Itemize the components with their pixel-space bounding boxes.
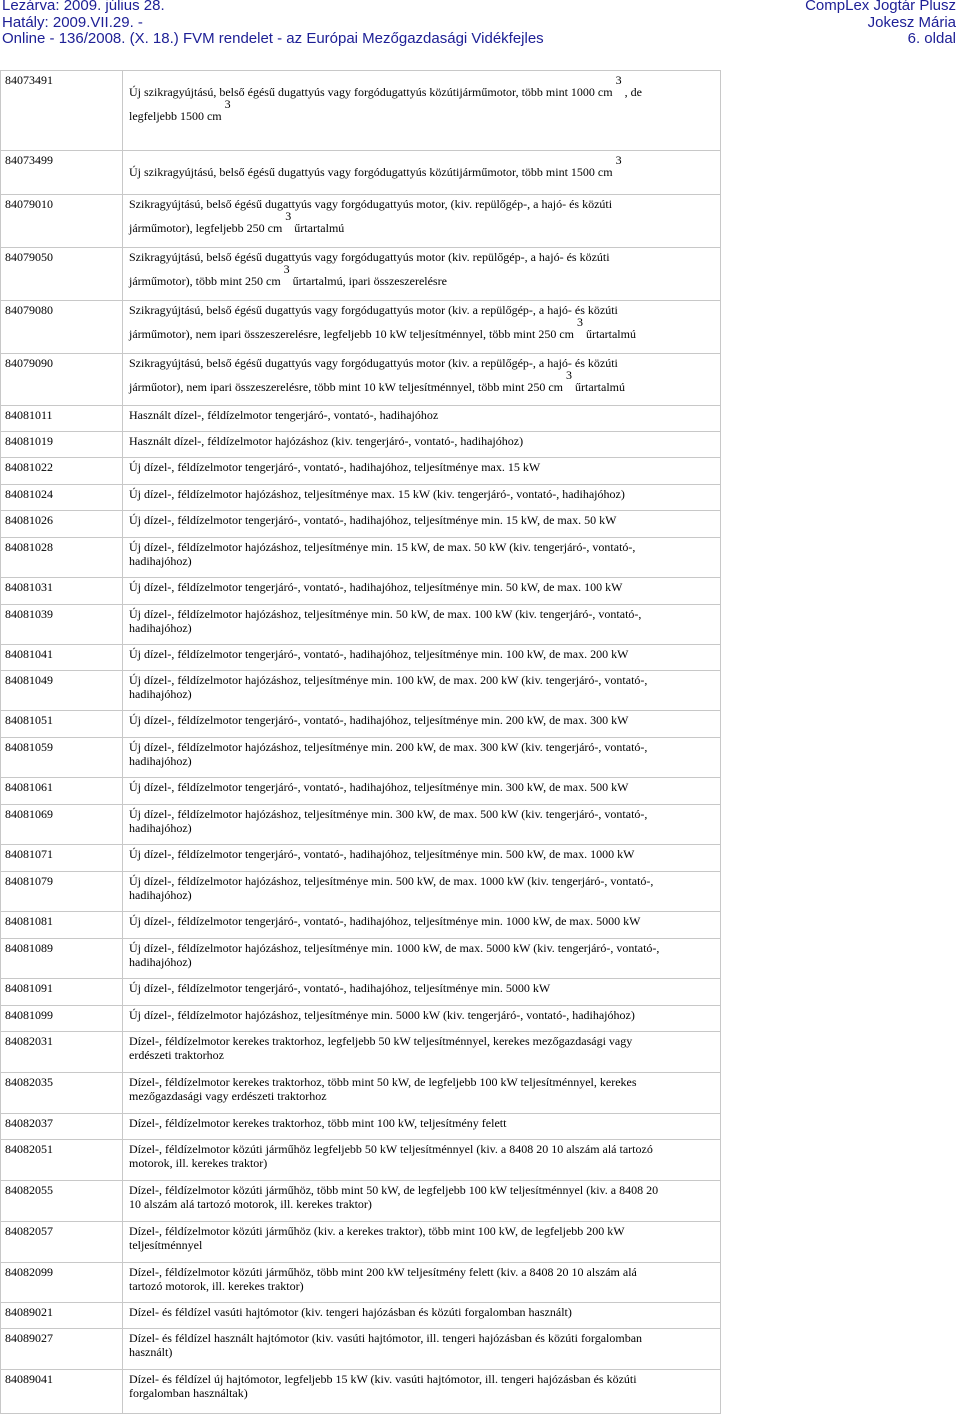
- line: [129, 197, 717, 211]
- description-text: Szikragyújtású, belső égésű dugattyús vagy forgódugattyús motor (kiv. a repülőgép-, a hajó- és közúti: [129, 356, 618, 370]
- table-row: [1, 354, 721, 406]
- description-block: [129, 513, 717, 527]
- description-cell: [123, 432, 721, 458]
- line: [129, 847, 717, 861]
- table-row: [1, 71, 721, 151]
- table-row: [1, 485, 721, 511]
- superscript: 3: [615, 73, 622, 87]
- description-block: [129, 1372, 717, 1400]
- table-row: [1, 1181, 721, 1222]
- description-text: Dízel-, féldízelmotor kerekes traktorhoz, több mint 100 kW, teljesítmény felett: [129, 1116, 507, 1130]
- code-cell: 84079050: [1, 248, 123, 301]
- table-row: [1, 939, 721, 979]
- description-text: Új dízel-, féldízelmotor hajózáshoz, teljesítménye min. 1000 kW, de max. 5000 kW (kiv. tengerjáró-, vontató-,: [129, 941, 660, 955]
- line: [129, 607, 717, 621]
- line: [129, 1224, 717, 1238]
- line: [129, 1305, 717, 1319]
- description-cell: [123, 939, 721, 979]
- superscript: 3: [283, 262, 290, 276]
- line: [129, 1156, 717, 1170]
- description-text: Dízel- és féldízel vasúti hajtómotor (kiv. tengeri hajózásban és közúti forgalomban használt): [129, 1305, 572, 1319]
- description-block: [129, 356, 717, 394]
- table-row: [1, 1329, 721, 1370]
- line: [129, 780, 717, 794]
- superscript: 3: [576, 315, 583, 329]
- description-cell: [123, 354, 721, 406]
- code-cell: 84089027: [1, 1329, 123, 1370]
- line: [129, 1089, 717, 1103]
- description-text: Használt dízel-, féldízelmotor hajózáshoz (kiv. tengerjáró-, vontató-, hadihajóhoz): [129, 434, 524, 448]
- line: [129, 888, 717, 902]
- code-cell: 84081039: [1, 605, 123, 645]
- code-cell: 84079010: [1, 195, 123, 248]
- description-text: teljesítménnyel: [129, 1238, 203, 1252]
- code-cell: 84073491: [1, 71, 123, 151]
- effective-date: Hatály: 2009.VII.29. -: [2, 13, 143, 31]
- line: [129, 303, 717, 317]
- table-row: [1, 195, 721, 248]
- description-block: [129, 434, 717, 448]
- description-text: Szikragyújtású, belső égésű dugattyús vagy forgódugattyús motor, (kiv. repülőgép-, a hajó- és közúti: [129, 197, 613, 211]
- description-block: [129, 780, 717, 794]
- description-cell: [123, 805, 721, 845]
- description-text: űrtartalmú: [575, 380, 625, 394]
- description-text: hadihajóhoz): [129, 955, 192, 969]
- code-cell: 84081051: [1, 711, 123, 738]
- description-text: Új dízel-, féldízelmotor hajózáshoz, teljesítménye min. 500 kW, de max. 1000 kW (kiv. tengerjáró-, vontató-,: [129, 874, 654, 888]
- line: [129, 1075, 717, 1089]
- description-text: Dízel-, féldízelmotor kerekes traktorhoz, legfeljebb 50 kW teljesítménnyel, kerekes mezőgazdasági vagy: [129, 1034, 633, 1048]
- table-row: [1, 1222, 721, 1263]
- line: [129, 1265, 717, 1279]
- description-block: [129, 1075, 717, 1103]
- page-header: [0, 0, 960, 48]
- description-text: legfeljebb 1500 cm: [129, 109, 222, 123]
- table-row: [1, 458, 721, 485]
- table-row: [1, 301, 721, 354]
- line: [129, 647, 717, 661]
- line: [129, 1345, 717, 1359]
- description-text: Új dízel-, féldízelmotor tengerjáró-, vontató-, hadihajóhoz, teljesítménye min. 500 kW, de max. 1000 kW: [129, 847, 635, 861]
- description-cell: [123, 778, 721, 805]
- description-text: hadihajóhoz): [129, 888, 192, 902]
- line: [129, 211, 717, 235]
- description-block: [129, 981, 717, 995]
- code-cell: 84081011: [1, 406, 123, 432]
- table-row: [1, 406, 721, 432]
- line: [129, 460, 717, 474]
- line: [129, 97, 717, 123]
- table-row: [1, 511, 721, 538]
- table-row: [1, 1006, 721, 1032]
- superscript: 3: [224, 97, 231, 111]
- description-text: Új szikragyújtású, belső égésű dugattyús vagy forgódugattyús közútijárműmotor, több mint 1500 cm: [129, 165, 613, 179]
- description-cell: [123, 1181, 721, 1222]
- table-row: [1, 1370, 721, 1414]
- description-cell: [123, 1006, 721, 1032]
- line: [129, 955, 717, 969]
- table-row: [1, 645, 721, 671]
- description-cell: [123, 1140, 721, 1181]
- description-text: hadihajóhoz): [129, 821, 192, 835]
- description-block: [129, 1034, 717, 1062]
- table-row: [1, 432, 721, 458]
- description-block: [129, 1142, 717, 1170]
- line: [129, 434, 717, 448]
- line: [129, 370, 717, 394]
- line: [129, 941, 717, 955]
- line: [129, 408, 717, 422]
- code-cell: 84081079: [1, 872, 123, 912]
- code-table: [0, 70, 721, 1414]
- code-cell: 84081041: [1, 645, 123, 671]
- description-cell: [123, 71, 721, 151]
- description-text: Szikragyújtású, belső égésű dugattyús vagy forgódugattyús motor (kiv. repülőgép-, a hajó- és közúti: [129, 250, 610, 264]
- description-block: [129, 740, 717, 768]
- description-cell: [123, 979, 721, 1006]
- superscript: 3: [285, 209, 292, 223]
- description-text: járműmotor), nem ipari összeszerelésre, legfeljebb 10 kW teljesítménnyel, több mint 250 cm: [129, 327, 574, 341]
- description-text: Új dízel-, féldízelmotor tengerjáró-, vontató-, hadihajóhoz, teljesítménye min. 5000 kW: [129, 981, 551, 995]
- code-cell: 84081081: [1, 912, 123, 939]
- table-row: [1, 1114, 721, 1140]
- description-cell: [123, 301, 721, 354]
- description-block: [129, 487, 717, 501]
- user-name: Jokesz Mária: [867, 13, 956, 31]
- code-cell: 84089021: [1, 1303, 123, 1329]
- description-text: erdészeti traktorhoz: [129, 1048, 224, 1062]
- table-row: [1, 872, 721, 912]
- header-left: [2, 0, 544, 48]
- description-text: Új szikragyújtású, belső égésű dugattyús vagy forgódugattyús közútijárműmotor, több mint 1000 cm: [129, 85, 613, 99]
- table-row: [1, 151, 721, 195]
- code-cell: 84081049: [1, 671, 123, 711]
- description-cell: [123, 1032, 721, 1073]
- line: [129, 740, 717, 754]
- line: [129, 981, 717, 995]
- description-text: mezőgazdasági vagy erdészeti traktorhoz: [129, 1089, 327, 1103]
- line: [129, 1116, 717, 1130]
- description-cell: [123, 711, 721, 738]
- description-block: [129, 250, 717, 288]
- description-text: Új dízel-, féldízelmotor hajózáshoz, teljesítménye min. 5000 kW (kiv. tengerjáró-, vontató-, hadihajóhoz): [129, 1008, 635, 1022]
- description-block: [129, 153, 717, 179]
- description-cell: [123, 578, 721, 605]
- code-cell: 84082051: [1, 1140, 123, 1181]
- line: [129, 1142, 717, 1156]
- description-text: Új dízel-, féldízelmotor tengerjáró-, vontató-, hadihajóhoz, teljesítménye min. 1000 kW, de max. 5000 kW: [129, 914, 641, 928]
- code-cell: 84081069: [1, 805, 123, 845]
- description-text: , de: [624, 85, 642, 99]
- line: [129, 250, 717, 264]
- description-cell: [123, 1370, 721, 1414]
- code-cell: 84081099: [1, 1006, 123, 1032]
- description-text: járműmotor), legfeljebb 250 cm: [129, 221, 283, 235]
- description-block: [129, 874, 717, 902]
- description-text: tartozó motorok, ill. kerekes traktor): [129, 1279, 304, 1293]
- code-cell: 84081089: [1, 939, 123, 979]
- code-cell: 84079090: [1, 354, 123, 406]
- description-cell: [123, 845, 721, 872]
- code-cell: 84081024: [1, 485, 123, 511]
- description-text: űrtartalmú: [294, 221, 345, 235]
- line: [129, 1279, 717, 1293]
- description-text: Dízel-, féldízelmotor közúti járműhöz (kiv. a kerekes traktor), több mint 100 kW, de legfeljebb 200 kW: [129, 1224, 625, 1238]
- description-block: [129, 941, 717, 969]
- table-row: [1, 979, 721, 1006]
- code-cell: 84081022: [1, 458, 123, 485]
- code-cell: 84073499: [1, 151, 123, 195]
- code-cell: 84082031: [1, 1032, 123, 1073]
- description-block: [129, 73, 717, 123]
- description-cell: [123, 738, 721, 778]
- description-cell: [123, 1222, 721, 1263]
- description-text: Új dízel-, féldízelmotor hajózáshoz, teljesítménye min. 200 kW, de max. 300 kW (kiv. tengerjáró-, vontató-,: [129, 740, 648, 754]
- page-number: 6. oldal: [907, 30, 956, 47]
- description-cell: [123, 195, 721, 248]
- description-text: Új dízel-, féldízelmotor tengerjáró-, vontató-, hadihajóhoz, teljesítménye min. 50 kW, de max. 100 kW: [129, 580, 623, 594]
- line: [129, 513, 717, 527]
- superscript: 3: [566, 368, 573, 382]
- description-cell: [123, 485, 721, 511]
- line: [129, 1008, 717, 1022]
- code-cell: 84079080: [1, 301, 123, 354]
- description-text: motorok, ill. kerekes traktor): [129, 1156, 268, 1170]
- description-text: Dízel- és féldízel új hajtómotor, legfeljebb 15 kW (kiv. vasúti hajtómotor, ill. tengeri hajózásban és közúti: [129, 1372, 637, 1386]
- description-text: hadihajóhoz): [129, 754, 192, 768]
- description-block: [129, 847, 717, 861]
- table-row: [1, 778, 721, 805]
- description-block: [129, 1008, 717, 1022]
- description-block: [129, 647, 717, 661]
- line: [129, 1048, 717, 1062]
- line: [129, 1386, 717, 1400]
- line: [129, 1238, 717, 1252]
- table-row: [1, 1303, 721, 1329]
- description-text: űrtartalmú, ipari összeszerelésre: [292, 274, 447, 288]
- line: [129, 317, 717, 341]
- description-cell: [123, 1073, 721, 1114]
- description-text: forgalomban használtak): [129, 1386, 248, 1400]
- description-cell: [123, 248, 721, 301]
- description-block: [129, 914, 717, 928]
- line: [129, 807, 717, 821]
- description-cell: [123, 912, 721, 939]
- table-row: [1, 1073, 721, 1114]
- description-cell: [123, 1303, 721, 1329]
- code-cell: 84081071: [1, 845, 123, 872]
- description-cell: [123, 406, 721, 432]
- code-cell: 84082037: [1, 1114, 123, 1140]
- code-cell: 84081059: [1, 738, 123, 778]
- code-cell: 84082099: [1, 1263, 123, 1303]
- code-cell: 84081028: [1, 538, 123, 578]
- description-cell: [123, 872, 721, 912]
- description-text: Dízel- és féldízel használt hajtómotor (kiv. vasúti hajtómotor, ill. tengeri hajózásban és közúti forgalomban: [129, 1331, 643, 1345]
- document-title: Online - 136/2008. (X. 18.) FVM rendelet - az Európai Mezőgazdasági Vidékfejles: [2, 30, 544, 47]
- description-text: Dízel-, féldízelmotor kerekes traktorhoz, több mint 50 kW, de legfeljebb 100 kW teljesítménnyel, kerekes: [129, 1075, 637, 1089]
- line: [129, 73, 717, 99]
- code-cell: 84081026: [1, 511, 123, 538]
- line: [129, 554, 717, 568]
- description-text: hadihajóhoz): [129, 621, 192, 635]
- line: [129, 1331, 717, 1345]
- line: [129, 1034, 717, 1048]
- table-row: [1, 538, 721, 578]
- description-text: Új dízel-, féldízelmotor hajózáshoz, teljesítménye max. 15 kW (kiv. tengerjáró-, vontató-, hadihajóhoz): [129, 487, 625, 501]
- description-cell: [123, 511, 721, 538]
- description-text: Új dízel-, féldízelmotor tengerjáró-, vontató-, hadihajóhoz, teljesítménye max. 15 kW: [129, 460, 541, 474]
- line: [129, 1197, 717, 1211]
- header-right: [805, 0, 956, 48]
- line: [129, 1183, 717, 1197]
- code-cell: 84081091: [1, 979, 123, 1006]
- line: [129, 874, 717, 888]
- superscript: 3: [615, 153, 622, 167]
- code-cell: 84082055: [1, 1181, 123, 1222]
- description-block: [129, 1265, 717, 1293]
- line: [129, 1372, 717, 1386]
- description-text: hadihajóhoz): [129, 554, 192, 568]
- table-row: [1, 248, 721, 301]
- description-block: [129, 607, 717, 635]
- description-text: Dízel-, féldízelmotor közúti járműhöz, több mint 50 kW, de legfeljebb 100 kW teljesítménnyel (kiv. a 8408 20: [129, 1183, 659, 1197]
- description-cell: [123, 458, 721, 485]
- description-block: [129, 1183, 717, 1211]
- description-cell: [123, 605, 721, 645]
- closed-date: Lezárva: 2009. július 28.: [2, 0, 165, 14]
- code-cell: 84082035: [1, 1073, 123, 1114]
- description-text: Új dízel-, féldízelmotor tengerjáró-, vontató-, hadihajóhoz, teljesítménye min. 15 kW, de max. 50 kW: [129, 513, 617, 527]
- description-text: Új dízel-, féldízelmotor tengerjáró-, vontató-, hadihajóhoz, teljesítménye min. 200 kW, de max. 300 kW: [129, 713, 629, 727]
- table-row: [1, 578, 721, 605]
- line: [129, 821, 717, 835]
- line: [129, 754, 717, 768]
- code-cell: 84082057: [1, 1222, 123, 1263]
- description-block: [129, 460, 717, 474]
- table-row: [1, 738, 721, 778]
- code-cell: 84081019: [1, 432, 123, 458]
- code-cell: 84081031: [1, 578, 123, 605]
- description-text: Új dízel-, féldízelmotor hajózáshoz, teljesítménye min. 50 kW, de max. 100 kW (kiv. tengerjáró-, vontató-,: [129, 607, 642, 621]
- table-row: [1, 1140, 721, 1181]
- description-cell: [123, 1263, 721, 1303]
- description-cell: [123, 538, 721, 578]
- table-row: [1, 1263, 721, 1303]
- description-text: Új dízel-, féldízelmotor tengerjáró-, vontató-, hadihajóhoz, teljesítménye min. 100 kW, de max. 200 kW: [129, 647, 629, 661]
- code-cell: 84089041: [1, 1370, 123, 1414]
- description-block: [129, 197, 717, 235]
- line: [129, 621, 717, 635]
- description-block: [129, 673, 717, 701]
- description-text: 10 alszám alá tartozó motorok, ill. kerekes traktor): [129, 1197, 372, 1211]
- description-block: [129, 540, 717, 568]
- description-cell: [123, 1114, 721, 1140]
- description-block: [129, 713, 717, 727]
- description-text: Új dízel-, féldízelmotor hajózáshoz, teljesítménye min. 300 kW, de max. 500 kW (kiv. tengerjáró-, vontató-,: [129, 807, 648, 821]
- line: [129, 673, 717, 687]
- description-text: hadihajóhoz): [129, 687, 192, 701]
- description-text: járműotor), nem ipari összeszerelésre, több mint 10 kW teljesítménnyel, több mint 250 cm: [129, 380, 564, 394]
- table-row: [1, 711, 721, 738]
- line: [129, 264, 717, 288]
- description-block: [129, 580, 717, 594]
- product-name: CompLex Jogtár Plusz: [805, 0, 956, 14]
- table-row: [1, 671, 721, 711]
- description-text: Dízel-, féldízelmotor közúti járműhöz legfeljebb 50 kW teljesítménnyel (kiv. a 8408 20 10 alszám alá tartozó: [129, 1142, 653, 1156]
- description-text: Új dízel-, féldízelmotor hajózáshoz, teljesítménye min. 15 kW, de max. 50 kW (kiv. tengerjáró-, vontató-,: [129, 540, 636, 554]
- description-block: [129, 1305, 717, 1319]
- code-cell: 84081061: [1, 778, 123, 805]
- description-text: használt): [129, 1345, 173, 1359]
- table-row: [1, 912, 721, 939]
- description-text: űrtartalmú: [585, 327, 636, 341]
- description-block: [129, 1331, 717, 1359]
- line: [129, 914, 717, 928]
- description-cell: [123, 1329, 721, 1370]
- description-block: [129, 1224, 717, 1252]
- description-cell: [123, 671, 721, 711]
- table-row: [1, 845, 721, 872]
- table-row: [1, 805, 721, 845]
- description-text: Új dízel-, féldízelmotor hajózáshoz, teljesítménye min. 100 kW, de max. 200 kW (kiv. tengerjáró-, vontató-,: [129, 673, 648, 687]
- description-block: [129, 1116, 717, 1130]
- table-row: [1, 1032, 721, 1073]
- line: [129, 540, 717, 554]
- description-text: Használt dízel-, féldízelmotor tengerjáró-, vontató-, hadihajóhoz: [129, 408, 439, 422]
- description-block: [129, 303, 717, 341]
- description-cell: [123, 151, 721, 195]
- line: [129, 356, 717, 370]
- description-text: járműmotor), több mint 250 cm: [129, 274, 281, 288]
- line: [129, 687, 717, 701]
- line: [129, 580, 717, 594]
- table-row: [1, 605, 721, 645]
- description-text: Szikragyújtású, belső égésű dugattyús vagy forgódugattyús motor (kiv. a repülőgép-, a hajó- és közúti: [129, 303, 618, 317]
- line: [129, 713, 717, 727]
- description-block: [129, 807, 717, 835]
- description-text: Dízel-, féldízelmotor közúti járműhöz, több mint 200 kW teljesítmény felett (kiv. a 8408 20 10 alszám alá: [129, 1265, 637, 1279]
- description-cell: [123, 645, 721, 671]
- description-text: Új dízel-, féldízelmotor tengerjáró-, vontató-, hadihajóhoz, teljesítménye min. 300 kW, de max. 500 kW: [129, 780, 629, 794]
- description-block: [129, 408, 717, 422]
- line: [129, 487, 717, 501]
